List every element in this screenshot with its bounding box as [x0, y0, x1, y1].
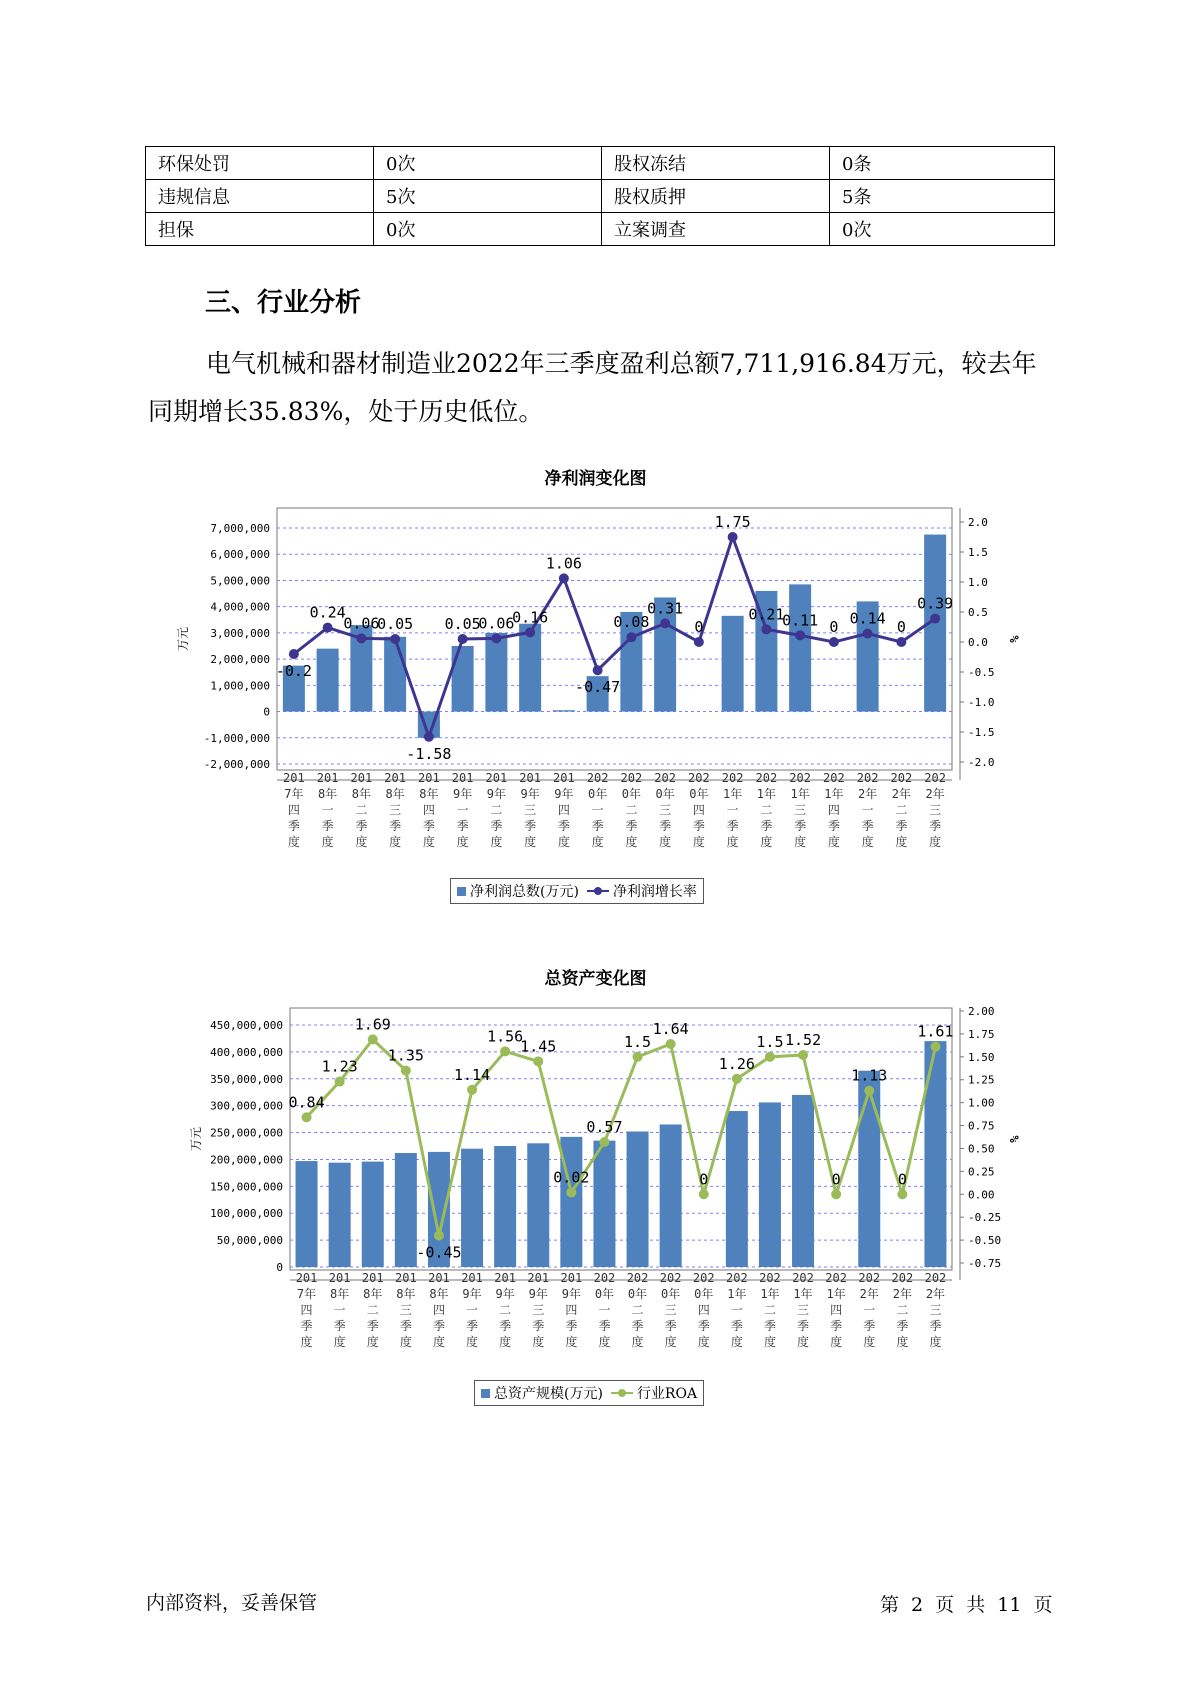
y2-tick-label: -0.75	[968, 1257, 1002, 1270]
data-label: -0.45	[416, 1243, 462, 1262]
x-tick-label: 201 8年三季度	[384, 771, 406, 849]
x-tick-label: 202 0年四季度	[692, 1271, 715, 1349]
x-tick-label: 202 1年一季度	[721, 771, 744, 849]
bar	[792, 1095, 814, 1267]
line-point	[930, 614, 940, 624]
footer-page-number: 第 2 页 共 11 页	[880, 1594, 1053, 1616]
line-point	[896, 637, 906, 647]
table-cell: 股权冻结	[602, 147, 830, 180]
y-tick-label: 450,000,000	[210, 1019, 283, 1032]
y2-tick-label: 0.00	[968, 1188, 995, 1202]
y-tick-label: 1,000,000	[210, 679, 270, 693]
x-tick-label: 201 8年二季度	[361, 1271, 384, 1349]
y-axis-label: 万元	[176, 626, 190, 652]
y2-tick-label: 0.50	[968, 1142, 995, 1156]
x-tick-label: 201 8年一季度	[316, 771, 339, 849]
line-point	[467, 1085, 477, 1095]
net-profit-chart	[0, 490, 1191, 920]
line-point	[599, 1137, 609, 1147]
x-tick-label: 201 9年四季度	[560, 1271, 583, 1349]
data-label: 0.31	[647, 599, 684, 618]
table-cell: 违规信息	[146, 180, 374, 213]
x-tick-label: 202 2年三季度	[924, 771, 946, 849]
x-tick-label: 201 9年二季度	[494, 1271, 516, 1349]
y2-tick-label: -0.25	[968, 1211, 1002, 1225]
line-point	[289, 649, 299, 659]
net-profit-legend	[450, 878, 704, 904]
x-tick-label: 201 8年四季度	[418, 771, 440, 849]
y2-tick-label: -1.0	[968, 696, 995, 709]
line-point	[533, 1056, 543, 1066]
line-point	[633, 1052, 643, 1062]
data-label: 1.26	[718, 1054, 755, 1073]
x-tick-label: 202 0年一季度	[586, 771, 609, 849]
y2-tick-label: 1.00	[968, 1096, 995, 1110]
data-label: 1.13	[851, 1066, 888, 1085]
x-tick-label: 201 8年二季度	[350, 771, 373, 849]
legend-label: 行业ROA	[636, 1386, 698, 1402]
x-tick-label: 202 2年三季度	[924, 1271, 947, 1349]
x-tick-label: 202 0年三季度	[654, 771, 676, 849]
data-label: 1.45	[520, 1037, 557, 1056]
data-label: 1.5	[756, 1032, 784, 1051]
y-tick-label: -1,000,000	[203, 731, 270, 745]
y-tick-label: 4,000,000	[210, 600, 270, 614]
legend-line-swatch	[587, 890, 609, 892]
y2-tick-label: 0.0	[968, 636, 988, 649]
data-label: 0.57	[586, 1118, 623, 1137]
data-label: 0.06	[343, 614, 380, 633]
line-point	[559, 573, 569, 583]
x-tick-label: 201 8年三季度	[395, 1271, 417, 1349]
data-label: -0.2	[275, 662, 312, 680]
line-point	[897, 1189, 907, 1199]
y-tick-label: 150,000,000	[210, 1180, 283, 1194]
data-label: 1.06	[545, 554, 582, 573]
y2-axis-label: %	[1007, 635, 1021, 643]
analysis-paragraph: 电气机械和器材制造业2022年三季度盈利总额7,711,916.84万元，较去年同期增长35.83%，处于历史低位。	[148, 349, 1037, 426]
data-label: 0.02	[553, 1168, 590, 1187]
bar	[660, 1124, 682, 1267]
y-axis-label: 万元	[189, 1126, 203, 1152]
data-label: 0.08	[613, 613, 650, 632]
y2-tick-label: -2.0	[968, 756, 995, 769]
x-tick-label: 201 7年四季度	[283, 771, 305, 849]
line-point	[699, 1189, 709, 1199]
line-point	[566, 1187, 576, 1197]
line-point	[831, 1189, 841, 1199]
x-tick-label: 202 0年一季度	[593, 1271, 616, 1349]
table-cell: 5次	[374, 180, 602, 213]
bar	[362, 1162, 384, 1267]
line-point	[626, 632, 636, 642]
x-tick-label: 201 9年一季度	[461, 1271, 483, 1349]
x-tick-label: 201 9年二季度	[485, 771, 508, 849]
line-point	[335, 1077, 345, 1087]
total-assets-legend	[474, 1380, 704, 1406]
y-tick-label: 250,000,000	[210, 1126, 283, 1140]
legend-label: 净利润增长率	[612, 884, 697, 900]
line-point	[732, 1074, 742, 1084]
table-row	[146, 213, 1055, 246]
chart-title-net-profit: 净利润变化图	[544, 469, 647, 489]
x-tick-label: 201 8年一季度	[328, 1271, 351, 1349]
table-cell: 0次	[830, 213, 1055, 246]
line-point	[593, 665, 603, 675]
line-point	[434, 1231, 444, 1241]
data-label: 0	[897, 1170, 907, 1189]
y2-tick-label: 1.50	[968, 1050, 995, 1064]
y-tick-label: 300,000,000	[210, 1099, 283, 1113]
x-tick-label: 202 1年三季度	[792, 1271, 814, 1349]
line-point	[829, 637, 839, 647]
x-tick-label: 202 1年三季度	[789, 771, 811, 849]
y2-tick-label: 1.75	[968, 1027, 995, 1041]
y2-tick-label: 2.00	[968, 1005, 995, 1018]
line-point	[660, 618, 670, 628]
x-tick-label: 201 9年三季度	[519, 771, 541, 849]
bar	[858, 1071, 880, 1267]
line-point	[728, 532, 738, 542]
data-label: 0.05	[444, 615, 481, 633]
legend-label: 净利润总数(万元)	[470, 884, 579, 900]
data-label: 0.39	[917, 594, 954, 613]
line-point	[458, 634, 468, 644]
data-label: 1.75	[714, 513, 751, 531]
line-point	[491, 633, 501, 643]
bar	[296, 1161, 318, 1267]
y-tick-label: 350,000,000	[210, 1072, 283, 1086]
legend-bar-swatch	[457, 887, 466, 896]
x-tick-label: 201 7年四季度	[295, 1271, 318, 1349]
y-tick-label: -2,000,000	[203, 758, 270, 771]
y2-tick-label: 1.0	[968, 576, 988, 589]
data-label: 0	[699, 1170, 709, 1189]
y2-tick-label: 1.5	[968, 546, 988, 559]
data-label: 0.11	[782, 611, 819, 630]
table-cell: 0次	[374, 213, 602, 246]
y-tick-label: 200,000,000	[210, 1153, 283, 1167]
bar	[395, 1153, 417, 1267]
y2-axis-label: %	[1007, 1135, 1021, 1143]
line-point	[694, 637, 704, 647]
x-tick-label: 201 9年一季度	[451, 771, 474, 849]
table-cell: 环保处罚	[146, 147, 374, 180]
y-tick-label: 0	[276, 1261, 283, 1274]
section-title: 三、行业分析	[205, 288, 362, 318]
legend-line-swatch	[611, 1392, 633, 1394]
data-label: -0.47	[575, 678, 621, 697]
table-cell: 5条	[830, 180, 1055, 213]
y2-tick-label: 0.5	[968, 606, 988, 619]
x-tick-label: 202 0年三季度	[659, 1271, 682, 1349]
data-label: 1.56	[487, 1027, 524, 1046]
line-point	[401, 1066, 411, 1076]
x-tick-label: 201 8年四季度	[428, 1271, 450, 1349]
data-label: 0.21	[748, 605, 785, 624]
bar	[726, 1111, 748, 1267]
bar	[452, 646, 474, 712]
data-label: 1.61	[917, 1022, 954, 1041]
y-tick-label: 6,000,000	[210, 548, 270, 562]
table-cell: 0次	[374, 147, 602, 180]
table-cell: 0条	[830, 147, 1055, 180]
x-tick-label: 202 2年二季度	[890, 771, 913, 849]
line-point	[424, 732, 434, 742]
bar	[593, 1141, 615, 1267]
data-label: -1.58	[406, 744, 452, 763]
x-tick-label: 202 1年四季度	[825, 1271, 847, 1349]
total-assets-chart	[0, 990, 1191, 1420]
data-label: 0.16	[512, 608, 549, 627]
bar	[485, 633, 507, 712]
line-point	[666, 1039, 676, 1049]
y2-tick-label: -0.50	[968, 1234, 1002, 1248]
data-label: 1.64	[652, 1019, 689, 1038]
x-tick-label: 202 0年二季度	[626, 1271, 649, 1349]
bar	[789, 584, 811, 711]
footer-confidential: 内部资料，妥善保管	[146, 1592, 318, 1614]
info-table	[145, 146, 1055, 246]
data-label: 0.14	[849, 609, 886, 628]
bar	[494, 1146, 516, 1267]
line-point	[761, 624, 771, 634]
data-label: 1.5	[624, 1032, 652, 1051]
bar	[627, 1131, 649, 1267]
line-point	[765, 1052, 775, 1062]
x-tick-label: 202 0年二季度	[620, 771, 643, 849]
y-tick-label: 2,000,000	[210, 653, 270, 667]
line-point	[863, 629, 873, 639]
bar	[329, 1163, 351, 1267]
x-tick-label: 202 1年四季度	[823, 771, 845, 849]
y-tick-label: 400,000,000	[210, 1045, 283, 1059]
chart-title-total-assets: 总资产变化图	[544, 969, 647, 989]
data-label: 0.05	[377, 615, 414, 633]
x-tick-label: 201 9年四季度	[553, 771, 575, 849]
legend-bar-swatch	[481, 1389, 490, 1398]
bar	[384, 637, 406, 712]
y-tick-label: 7,000,000	[210, 522, 270, 535]
line-point	[356, 633, 366, 643]
data-label: 0.24	[309, 603, 346, 622]
line-point	[525, 627, 535, 637]
line-point	[302, 1112, 312, 1122]
data-label: 0.84	[288, 1093, 325, 1112]
line-point	[500, 1046, 510, 1056]
y-tick-label: 50,000,000	[216, 1234, 283, 1248]
x-tick-label: 202 1年二季度	[759, 1271, 781, 1349]
data-label: 0	[896, 618, 906, 636]
data-label: 1.69	[354, 1015, 391, 1034]
x-tick-label: 202 2年二季度	[891, 1271, 914, 1349]
table-cell: 立案调查	[602, 213, 830, 246]
x-tick-label: 202 1年一季度	[726, 1271, 748, 1349]
line-point	[864, 1086, 874, 1096]
data-label: 0	[694, 618, 704, 636]
legend-label: 总资产规模(万元)	[494, 1386, 603, 1402]
table-cell: 担保	[146, 213, 374, 246]
table-row	[146, 147, 1055, 180]
x-tick-label: 202 2年一季度	[856, 771, 879, 849]
data-label: 1.14	[453, 1065, 491, 1084]
x-tick-label: 201 9年三季度	[527, 1271, 550, 1349]
line-point	[930, 1042, 940, 1052]
data-label: 0	[829, 618, 839, 636]
y2-tick-label: -1.5	[968, 726, 995, 739]
y-tick-label: 0	[263, 705, 270, 719]
bar	[461, 1149, 483, 1267]
y2-tick-label: 1.25	[968, 1073, 995, 1087]
bar	[722, 616, 744, 712]
y2-tick-label: 2.0	[968, 516, 988, 529]
y-tick-label: 3,000,000	[210, 626, 270, 640]
y-tick-label: 5,000,000	[210, 574, 270, 588]
data-label: 1.52	[784, 1030, 822, 1049]
y2-tick-label: 0.25	[968, 1165, 995, 1179]
line-point	[368, 1034, 378, 1044]
x-tick-label: 202 2年一季度	[858, 1271, 881, 1349]
bar	[759, 1102, 781, 1267]
line-point	[323, 623, 333, 633]
x-tick-label: 202 0年四季度	[688, 771, 710, 849]
line-point	[795, 630, 805, 640]
y2-tick-label: -0.5	[968, 666, 995, 679]
y-tick-label: 100,000,000	[210, 1207, 283, 1221]
table-cell: 股权质押	[602, 180, 830, 213]
bar	[317, 649, 339, 712]
data-label: 0	[831, 1170, 841, 1189]
data-label: 1.23	[321, 1057, 358, 1076]
y2-tick-label: 0.75	[968, 1119, 995, 1133]
data-label: 1.35	[387, 1046, 424, 1065]
data-label: 0.06	[478, 614, 515, 633]
line-point	[390, 634, 400, 644]
line-point	[798, 1050, 808, 1060]
bar	[527, 1143, 549, 1267]
bar	[553, 710, 575, 711]
table-row	[146, 180, 1055, 213]
x-tick-label: 202 1年二季度	[755, 771, 778, 849]
